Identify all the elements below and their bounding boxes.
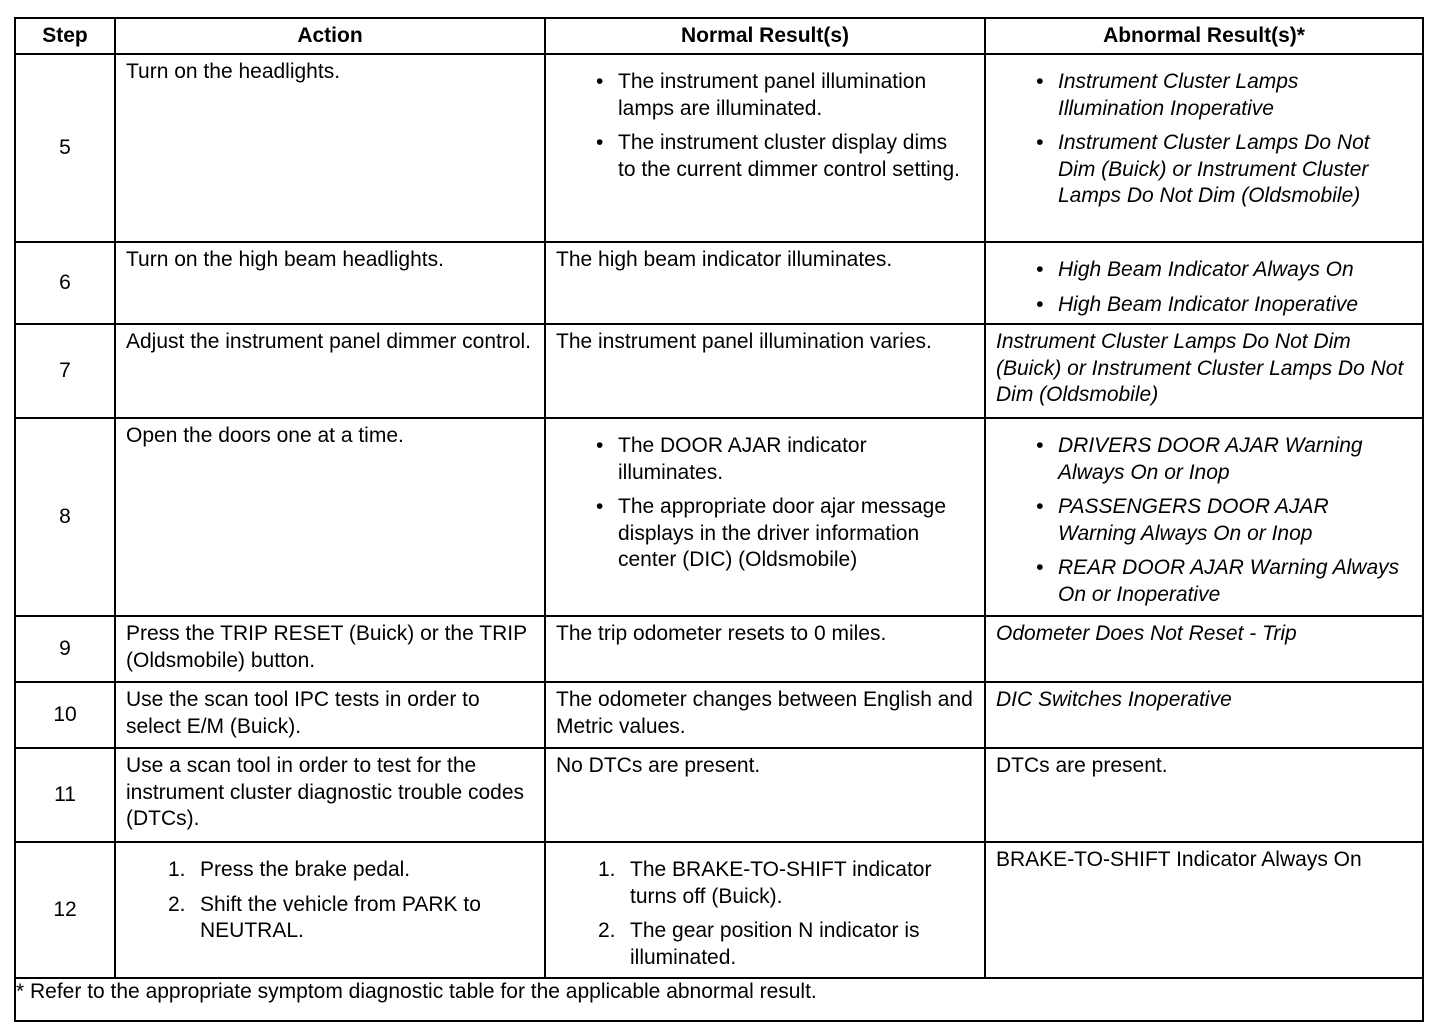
abnormal-list (996, 433, 1412, 608)
footnote-row (15, 978, 1423, 1021)
header-row (15, 18, 1423, 54)
action-cell (115, 324, 545, 418)
action-list (126, 857, 534, 945)
list-item: • DRIVERS DOOR AJAR Warning Always On or Inop (1036, 434, 1363, 484)
table-row (15, 324, 1423, 418)
step-number: 10 (15, 682, 115, 748)
header-normal: Normal Result(s) (545, 18, 985, 54)
abnormal-cell (985, 682, 1423, 748)
action-text: Use the scan tool IPC tests in order to select E/M (Buick). (126, 688, 480, 738)
normal-cell (545, 242, 985, 324)
normal-text: The trip odometer resets to 0 miles. (556, 622, 887, 645)
action-text: Open the doors one at a time. (126, 424, 404, 447)
action-cell (115, 616, 545, 682)
normal-cell (545, 616, 985, 682)
normal-text: The high beam indicator illuminates. (556, 248, 893, 271)
step-number: 12 (15, 842, 115, 978)
normal-text: No DTCs are present. (556, 754, 761, 777)
diagnostic-table (14, 17, 1424, 1022)
step-number: 5 (15, 54, 115, 242)
action-cell (115, 842, 545, 978)
abnormal-cell (985, 418, 1423, 616)
table-row (15, 418, 1423, 616)
list-item: • The DOOR AJAR indicator illuminates. (596, 434, 867, 484)
footnote: * Refer to the appropriate symptom diagnostic table for the applicable abnormal result. (15, 978, 1423, 1021)
abnormal-text: DIC Switches Inoperative (996, 688, 1232, 711)
step-number: 11 (15, 748, 115, 842)
abnormal-cell (985, 748, 1423, 842)
action-cell (115, 418, 545, 616)
list-item: • High Beam Indicator Inoperative (1036, 292, 1358, 316)
action-text: Press the TRIP RESET (Buick) or the TRIP (Oldsmobile) button. (126, 622, 527, 672)
abnormal-cell (985, 616, 1423, 682)
abnormal-list (996, 257, 1412, 318)
header-action: Action (115, 18, 545, 54)
normal-text: The instrument panel illumination varies. (556, 330, 932, 353)
list-item: • PASSENGERS DOOR AJAR Warning Always On or Inop (1036, 495, 1329, 545)
list-item: • REAR DOOR AJAR Warning Always On or Inoperative (1036, 556, 1400, 606)
normal-cell (545, 682, 985, 748)
normal-cell (545, 748, 985, 842)
table-row (15, 748, 1423, 842)
abnormal-cell (985, 242, 1423, 324)
header-abnormal: Abnormal Result(s)* (985, 18, 1423, 54)
abnormal-text: Odometer Does Not Reset - Trip (996, 622, 1297, 645)
list-item: 1. The BRAKE-TO-SHIFT indicator turns off (Buick). (598, 858, 932, 908)
abnormal-text: DTCs are present. (996, 754, 1168, 777)
list-item: • The instrument panel illumination lamps are illuminated. (596, 70, 927, 120)
action-cell (115, 242, 545, 324)
action-text: Turn on the high beam headlights. (126, 248, 444, 271)
step-number: 6 (15, 242, 115, 324)
list-item: 2. The gear position N indicator is illuminated. (598, 919, 920, 969)
abnormal-text: Instrument Cluster Lamps Do Not Dim (Buick) or Instrument Cluster Lamps Do Not Dim (Oldsmobile) (996, 330, 1404, 406)
table-row (15, 842, 1423, 978)
table-row (15, 616, 1423, 682)
normal-cell (545, 54, 985, 242)
normal-cell (545, 324, 985, 418)
abnormal-list (996, 69, 1412, 210)
action-cell (115, 54, 545, 242)
list-item: 1. Press the brake pedal. (168, 858, 411, 881)
normal-list (556, 857, 974, 971)
action-text: Use a scan tool in order to test for the instrument cluster diagnostic trouble codes (DTCs). (126, 754, 525, 830)
normal-cell (545, 842, 985, 978)
abnormal-cell (985, 842, 1423, 978)
step-number: 9 (15, 616, 115, 682)
list-item: • The instrument cluster display dims to the current dimmer control setting. (596, 131, 960, 181)
table-row (15, 54, 1423, 242)
header-step: Step (15, 18, 115, 54)
action-text: Adjust the instrument panel dimmer control. (126, 330, 532, 353)
abnormal-text: BRAKE-TO-SHIFT Indicator Always On (996, 848, 1362, 871)
list-item: • The appropriate door ajar message displays in the driver information center (DIC) (Oldsmobile) (596, 495, 947, 571)
normal-list (556, 69, 974, 183)
normal-list (556, 433, 974, 574)
table-row (15, 682, 1423, 748)
action-text: Turn on the headlights. (126, 60, 341, 83)
abnormal-cell (985, 324, 1423, 418)
list-item: 2. Shift the vehicle from PARK to NEUTRAL. (168, 892, 481, 942)
list-item: • Instrument Cluster Lamps Do Not Dim (Buick) or Instrument Cluster Lamps Do Not Dim (Oldsmobile) (1036, 131, 1370, 207)
table-row (15, 242, 1423, 324)
normal-text: The odometer changes between English and Metric values. (556, 688, 973, 738)
step-number: 7 (15, 324, 115, 418)
step-number: 8 (15, 418, 115, 616)
action-cell (115, 682, 545, 748)
normal-cell (545, 418, 985, 616)
abnormal-cell (985, 54, 1423, 242)
list-item: • High Beam Indicator Always On (1036, 258, 1354, 281)
action-cell (115, 748, 545, 842)
list-item: • Instrument Cluster Lamps Illumination Inoperative (1036, 70, 1299, 120)
